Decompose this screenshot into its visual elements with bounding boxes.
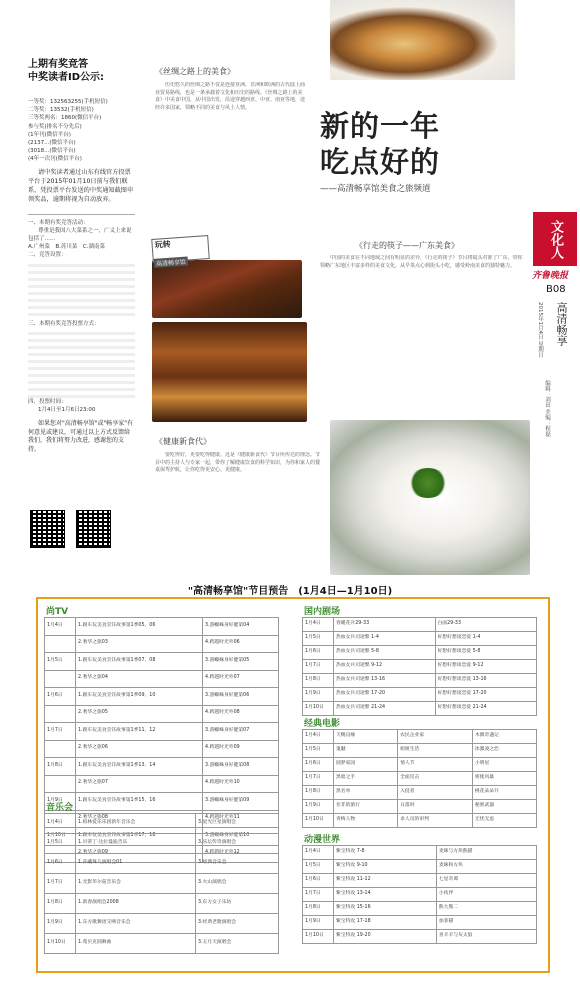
table-cell-program: 紫宝特攻 11-12	[334, 874, 437, 888]
table-cell-program: 紫宝特攻 17-18	[334, 916, 437, 930]
parsley-garnish	[408, 468, 448, 498]
table-cell-program: 1.跟车玩美食烹饪故事第1季11、12	[76, 723, 203, 741]
braised-meat-photo	[152, 322, 307, 422]
schedule-table-yinyue	[44, 813, 279, 954]
table-row	[303, 702, 537, 716]
badge	[151, 235, 210, 268]
category-yinyue: 音乐会	[46, 803, 74, 813]
claim-notice: 请中奖读者通过山东有线官方投票平台于2015年01月10日前与我们联系，凭投票平台发送的中奖通知截图申领奖品，逾期将视为自动放弃。	[28, 168, 134, 203]
quiz-result-subtitle: 中奖读者ID公示:	[28, 72, 105, 83]
table-cell-date	[45, 635, 76, 653]
winner-item: (3018...(微信平台)	[28, 148, 76, 155]
qr-code	[30, 510, 65, 548]
winner-item: 三等奖两名：1860(微信平台)	[28, 115, 102, 122]
winner-item: (2137...(微信平台)	[28, 140, 76, 147]
table-row	[45, 854, 279, 874]
quiz-options: A.广州菜 B.苏川菜 C.湖南菜	[28, 244, 106, 251]
table-cell-date: 1月7日	[45, 723, 76, 741]
table-cell-program: 3.经典音乐会	[195, 854, 278, 874]
table-cell-program: 小伙伴	[436, 888, 536, 902]
table-cell-date: 1月6日	[303, 874, 334, 888]
table-cell-date: 1月4日	[303, 730, 334, 744]
table-cell-date: 1月10日	[303, 930, 334, 944]
table-cell-program: 4.跨越时光外12	[203, 845, 279, 863]
table-cell-program: 熊大熊二	[436, 902, 536, 916]
table-cell-program: 4.跨越时光外06	[203, 635, 279, 653]
table-row	[303, 772, 537, 786]
table-cell-program: 好想好想谈恋爱 13-16	[435, 674, 537, 688]
table-cell-program: 1.莎藏珠儿演唱会01	[76, 854, 196, 874]
table-cell-program: 冰激凌之恋	[472, 744, 536, 758]
table-row	[303, 730, 537, 744]
table-cell-program: 3.游蜘蛛身好健第04	[203, 618, 279, 636]
table-row	[45, 894, 279, 914]
table-cell-program: 热血女兵司途繁 17-20	[334, 688, 436, 702]
table-cell-date: 1月4日	[303, 618, 334, 632]
table-cell-date: 1月10日	[303, 702, 334, 716]
table-cell-program: 2.奢华之旅04	[76, 670, 203, 688]
table-row	[45, 705, 279, 723]
table-row	[45, 834, 279, 854]
table-row	[303, 674, 537, 688]
table-cell-date: 1月5日	[303, 632, 334, 646]
table-cell-program: 好想好想谈恋爱 1-4	[435, 632, 537, 646]
table-cell-program: 白面29-33	[435, 618, 537, 632]
article3-title: 《健康新食代》	[155, 437, 211, 446]
table-cell-program: 圆梦家园	[334, 758, 398, 772]
table-cell-program: 2.奢华之旅03	[76, 635, 203, 653]
table-cell-program: 2.奢华之旅08	[76, 810, 203, 828]
table-cell-program: 1.希贝克圆舞曲	[76, 934, 196, 954]
qr-code	[76, 510, 111, 548]
table-row	[303, 646, 537, 660]
table-cell-program: 黑暗之手	[334, 772, 398, 786]
table-cell-program: 1.东方歌舞团交响音乐会	[76, 914, 196, 934]
table-cell-program: 好想好想谈恋爱 9-12	[435, 660, 537, 674]
editor-credits: 编辑：刘田 美编：程磊	[544, 380, 550, 437]
table-cell-program: 入侵者	[398, 786, 473, 800]
article3-body: 要吃得好，更要吃得健康。这是《健康新食代》节目所传达的理念。节目中的主持人与专家一起，带你了解健康饮食的科学知识，为你和家人的餐桌保驾护航，让你吃得更安心、更健康。	[155, 452, 320, 474]
table-cell-date: 1月6日	[45, 854, 76, 874]
table-cell-program: 麦咪与方块熊猫	[436, 846, 536, 860]
winner-list	[28, 98, 135, 164]
quiz-time-heading: 四、投票时间：	[28, 398, 67, 405]
table-row	[45, 653, 279, 671]
table-cell-program: 热血女兵司途繁 13-16	[334, 674, 436, 688]
table-cell-program: 1.跟车玩美食烹饪故事第1季09、10	[76, 688, 203, 706]
table-cell-program: 紫宝特攻 9-10	[334, 860, 437, 874]
table-cell-date: 1月10日	[45, 828, 76, 846]
table-cell-program: 3.星光巨星演唱会	[195, 814, 278, 834]
schedule-table-dianying	[302, 729, 537, 828]
table-row	[45, 874, 279, 894]
table-cell-program: 小明星	[472, 758, 536, 772]
table-cell-program: 2.奢华之旅05	[76, 705, 203, 723]
winner-item: 一等奖：132563255(手机短信)	[28, 99, 108, 105]
headline-subtitle: ——高清畅享馆美食之旅频道	[320, 184, 431, 194]
table-cell-program: 2.奢华之旅06	[76, 740, 203, 758]
table-cell-date: 1月4日	[45, 618, 76, 636]
table-cell-program: 1.光影华尔兹音乐会	[76, 874, 196, 894]
table-cell-program: 3.经典老歌演唱会	[195, 914, 278, 934]
kebab-photo	[152, 260, 302, 318]
table-row	[303, 744, 537, 758]
table-cell-program: 无忧无虑	[472, 814, 536, 828]
article2-title: 《行走的筷子——广东美食》	[355, 241, 459, 250]
table-cell-program: 3.游蜘蛛身好健第08	[203, 758, 279, 776]
table-cell-date: 1月6日	[303, 758, 334, 772]
winner-item: 二等奖：13532(手机短信)	[28, 107, 94, 114]
table-cell-program: 求人员的审判	[398, 814, 473, 828]
table-cell-program: 3.游蜘蛛身好健第05	[203, 653, 279, 671]
table-cell-date	[45, 670, 76, 688]
category-dianying: 经典电影	[304, 719, 341, 729]
table-cell-program: 加菲猫	[436, 916, 536, 930]
schedule-table-dongman	[302, 845, 537, 944]
page-number: B08	[546, 284, 566, 295]
table-row	[45, 618, 279, 636]
badge-sub: 高清畅享馆	[154, 257, 189, 268]
table-cell-program: 3.游蜘蛛身好健第09	[203, 793, 279, 811]
winner-item: (4年一次刊(微信平台)	[28, 156, 82, 163]
table-cell-program: 好想好想谈恋爱 17-20	[435, 688, 537, 702]
table-row	[303, 874, 537, 888]
table-cell-program: 1.柏林爱乐乐团新年音乐会	[76, 814, 196, 834]
quiz-method-details	[28, 328, 135, 398]
table-row	[303, 814, 537, 828]
column-name: 高清畅享	[555, 302, 568, 346]
table-cell-program: 天赐良缘	[334, 730, 398, 744]
table-cell-program: 1.跟车玩美食烹饪故事第1季13、14	[76, 758, 203, 776]
table-cell-program: 热血女兵司途繁 5-8	[334, 646, 436, 660]
table-cell-program: 日落时	[398, 800, 473, 814]
winner-item: (1年刊(微信平台)	[28, 131, 71, 138]
table-cell-program: 鬼魅	[334, 744, 398, 758]
table-row	[303, 860, 537, 874]
table-cell-program: 3.五月天演唱会	[195, 934, 278, 954]
table-cell-program: 热血女兵司途繁 21-24	[334, 702, 436, 716]
table-cell-program: 1.跟车玩美食烹饪故事第1季17、18	[76, 828, 203, 846]
table-cell-date: 1月5日	[303, 744, 334, 758]
table-cell-program: 4.跨越时光外11	[203, 810, 279, 828]
table-cell-date: 1月10日	[303, 814, 334, 828]
table-cell-program: 桃花朵朵开	[472, 786, 536, 800]
paper-name: 齐鲁晚报	[532, 271, 569, 281]
quiz-method: 三、本期有奖竞答投票方式：	[28, 320, 100, 327]
category-dongman: 动漫世界	[304, 835, 341, 845]
table-cell-program: 1.新春演唱会2008	[76, 894, 196, 914]
table-cell-program: 亚非的旅行	[334, 800, 398, 814]
table-cell-date: 1月5日	[303, 860, 334, 874]
table-cell-program: 3.乐坛传奇演唱会	[195, 834, 278, 854]
table-cell-date: 1月9日	[303, 800, 334, 814]
table-cell-date: 1月9日	[45, 793, 76, 811]
table-cell-program: 农民企业家	[398, 730, 473, 744]
table-cell-date: 1月8日	[45, 894, 76, 914]
table-cell-date: 1月5日	[45, 834, 76, 854]
seafood-photo	[330, 0, 515, 80]
table-cell-date: 1月6日	[45, 688, 76, 706]
table-cell-program: 密使风暴	[472, 772, 536, 786]
table-cell-program: 姐姐生活	[398, 744, 473, 758]
headline-line1: 新的一年	[320, 109, 441, 143]
table-cell-program: 好想好想谈恋爱 21-24	[435, 702, 537, 716]
table-cell-program: 4.跨越时光外09	[203, 740, 279, 758]
table-row	[303, 618, 537, 632]
table-cell-date: 1月9日	[45, 914, 76, 934]
table-row	[45, 914, 279, 934]
table-cell-program: 4.跨越时光外08	[203, 705, 279, 723]
quiz-setting: 二、竞答设置：	[28, 252, 67, 259]
table-cell-program: 3.游蜘蛛身好健第06	[203, 688, 279, 706]
section-badge	[533, 212, 577, 266]
table-cell-program: 情人节	[398, 758, 473, 772]
table-cell-date	[45, 775, 76, 793]
headline-line2: 吃点好的	[320, 145, 441, 179]
table-cell-program: 1.跟车玩美食烹饪故事第1季07、08	[76, 653, 203, 671]
table-row	[45, 740, 279, 758]
table-cell-date: 1月5日	[45, 653, 76, 671]
article2-body: 中国的美食在不同地域之间有明显的差异，《行走的筷子》节目将镜头对准了广东，带你领略广东地区丰富多样的美食文化，从早茶点心到街头小吃，感受岭南美食的独特魅力。	[320, 255, 523, 269]
table-row	[45, 723, 279, 741]
table-cell-program: 3.东方女子乐坊	[195, 894, 278, 914]
quiz-heading: 一、本期有奖竞答活动：	[28, 219, 89, 226]
table-cell-program: 全面反击	[398, 772, 473, 786]
table-cell-program: 1.贝蒂丁·达拉曼迪音乐	[76, 834, 196, 854]
table-row	[45, 635, 279, 653]
table-cell-date: 1月7日	[45, 874, 76, 894]
quiz-result-title: 上期有奖竞答	[28, 59, 88, 70]
table-row	[45, 758, 279, 776]
table-cell-program: 2.奢华之旅07	[76, 775, 203, 793]
schedule-table-guonei	[302, 617, 537, 716]
table-cell-program: 2.奢华之旅09	[76, 845, 203, 863]
table-cell-program: 3.火山演唱会	[195, 874, 278, 894]
table-cell-date: 1月10日	[45, 934, 76, 954]
table-cell-date: 1月8日	[45, 758, 76, 776]
table-cell-date	[45, 705, 76, 723]
table-row	[303, 632, 537, 646]
section-label: 文化人	[548, 219, 563, 259]
quiz-text: 尊重是我国八大菜系之一，广义上来说包括了……	[28, 227, 132, 243]
table-cell-date	[45, 740, 76, 758]
feedback-note: 如果您对"高清畅享馆"或"畅享家"有何意见或建议，可通过以上方式反馈给我们，我们将努力改进，感谢您的支持。	[28, 420, 134, 453]
table-cell-program: 黑名单	[334, 786, 398, 800]
table-row	[45, 775, 279, 793]
table-cell-date: 1月8日	[303, 786, 334, 800]
table-row	[303, 916, 537, 930]
table-cell-program: 紫宝特攻 15-16	[334, 902, 437, 916]
table-cell-date: 1月7日	[303, 888, 334, 902]
table-row	[303, 786, 537, 800]
table-row	[303, 902, 537, 916]
table-row	[303, 688, 537, 702]
table-row	[303, 758, 537, 772]
table-row	[303, 660, 537, 674]
table-cell-program: 热血女兵司途繁 1-4	[334, 632, 436, 646]
left-column	[28, 58, 135, 454]
table-row	[303, 888, 537, 902]
table-cell-program: 3.游蜘蛛身好健第07	[203, 723, 279, 741]
table-cell-program: 秘密武器	[472, 800, 536, 814]
table-row	[45, 934, 279, 954]
table-cell-program: 紫宝特攻 13-14	[334, 888, 437, 902]
category-shangtv: 尚TV	[46, 607, 69, 617]
table-row	[303, 930, 537, 944]
article1-title: 《丝绸之路上的美食》	[155, 67, 235, 76]
table-cell-program: 七星奇谭	[436, 874, 536, 888]
table-cell-program: 1.跟车玩美食烹饪故事第1季05、06	[76, 618, 203, 636]
table-cell-date: 1月8日	[303, 902, 334, 916]
table-cell-program: 木偶奇遇记	[472, 730, 536, 744]
table-cell-program: 紫宝特攻 19-20	[334, 930, 437, 944]
table-cell-program: 紫宝特攻 7-8	[334, 846, 437, 860]
table-row	[45, 688, 279, 706]
table-cell-date: 1月9日	[303, 688, 334, 702]
table-cell-date: 1月8日	[303, 674, 334, 688]
table-row	[45, 670, 279, 688]
table-cell-program: 热血女兵司途繁 9-12	[334, 660, 436, 674]
table-cell-date: 1月6日	[303, 646, 334, 660]
table-row	[45, 814, 279, 834]
badge-label: 玩转	[154, 239, 171, 250]
table-cell-program: 春暖花开29-33	[334, 618, 436, 632]
quiz-time: 1月4日至1月6日23:00	[38, 407, 96, 414]
table-row	[303, 846, 537, 860]
table-cell-date: 1月9日	[303, 916, 334, 930]
winner-item: 参与奖(排名不分先后)	[28, 123, 82, 130]
category-guonei: 国内剧场	[304, 607, 341, 617]
quiz-details-placeholder	[28, 260, 135, 320]
quiz-section	[28, 219, 135, 415]
table-cell-program: 麦咪和方块	[436, 860, 536, 874]
schedule-title: "高清畅享馆"节目预告 (1月4日—1月10日)	[187, 586, 393, 597]
table-cell-program: 1.跟车玩美食烹饪故事第1季15、16	[76, 793, 203, 811]
table-cell-date: 1月4日	[45, 814, 76, 834]
table-cell-program: 4.跨越时光外10	[203, 775, 279, 793]
headline-block	[320, 108, 520, 194]
table-cell-program: 好想好想谈恋爱 5-8	[435, 646, 537, 660]
table-cell-date: 1月4日	[303, 846, 334, 860]
table-cell-program: 喜羊羊与灰太狼	[436, 930, 536, 944]
table-cell-program: 青梅人物	[334, 814, 398, 828]
table-cell-date: 1月7日	[303, 772, 334, 786]
table-row	[45, 793, 279, 811]
article1-body: 历史悠久的丝绸之路不仅是连接亚洲、非洲和欧洲的古代陆上商业贸易路线，也是一条承载着文化和历史的路线。《丝绸之路上的美食》中美食中国，从中国出发，沿途穿越西亚、中亚、南亚等地，途经许多国家，领略不同的美食与风土人情。	[155, 82, 305, 111]
issue-date: 2015年1月4日 星期日	[537, 302, 543, 358]
table-cell-program: 4.跨越时光外07	[203, 670, 279, 688]
table-cell-program: 3.游蜘蛛身好健第10	[203, 828, 279, 846]
table-row	[303, 800, 537, 814]
table-cell-date: 1月7日	[303, 660, 334, 674]
